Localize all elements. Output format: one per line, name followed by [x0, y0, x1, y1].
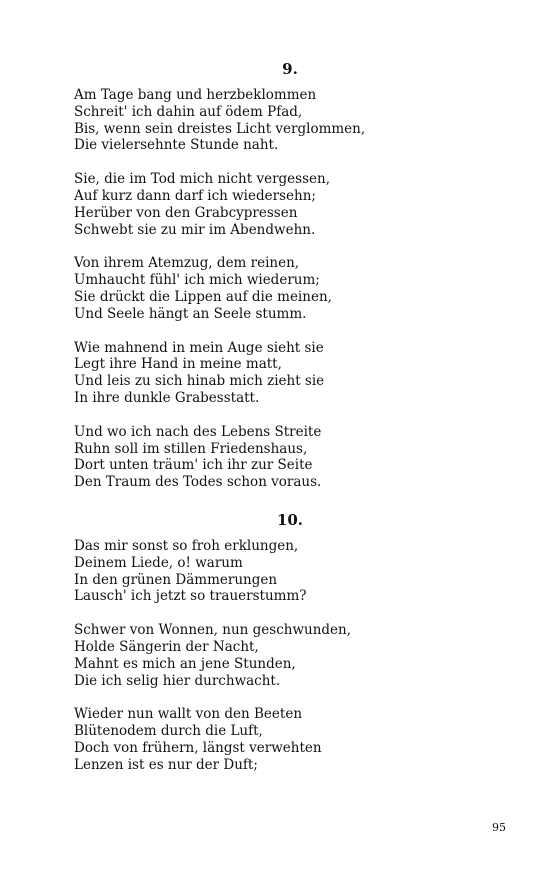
- verse-line: Sie, die im Tod mich nicht vergessen,: [74, 171, 330, 188]
- verse-line: Mahnt es mich an jene Stunden,: [74, 655, 296, 672]
- verse-line: Das mir sonst so froh erklungen,: [74, 538, 299, 554]
- verse-line: Sie drückt die Lippen auf die meinen,: [74, 288, 332, 305]
- verse-line: Blütenodem durch die Luft,: [74, 723, 263, 740]
- verse-line: Schreit' ich dahin auf ödem Pfad,: [74, 103, 303, 120]
- verse-line: Auf kurz dann darf ich wiedersehn;: [74, 187, 316, 204]
- stanza: [74, 706, 494, 773]
- verse-line: Wieder nun wallt von den Beeten: [74, 706, 303, 723]
- verse-line: Die vielersehnte Stunde naht.: [74, 137, 279, 154]
- verse-line: Doch von frühern, längst verwehten: [74, 739, 322, 756]
- poem-9: [74, 60, 494, 508]
- verse-line: Und wo ich nach des Lebens Streite: [74, 423, 322, 440]
- verse-line: Holde Sängerin der Nacht,: [74, 638, 259, 655]
- verse-line: Wie mahnend in mein Auge sieht sie: [74, 339, 324, 356]
- verse-line: Lausch' ich jetzt so trauerstumm?: [74, 588, 307, 605]
- verse-line: In ihre dunkle Grabesstatt.: [74, 389, 260, 406]
- page-number: 95: [492, 821, 506, 834]
- verse-line: Deinem Liede, o! warum: [74, 554, 243, 571]
- verse-line: Und Seele hängt an Seele stumm.: [74, 305, 307, 322]
- stanza: [74, 424, 494, 491]
- verse-line: In den grünen Dämmerungen: [74, 571, 278, 588]
- verse-line: Am Tage bang und herzbeklommen: [74, 87, 317, 103]
- stanza: [74, 171, 494, 238]
- stanza: [74, 622, 494, 689]
- stanza: [74, 538, 494, 605]
- verse-line: Ruhn soll im stillen Friedenshaus,: [74, 440, 308, 457]
- verse-line: Schwebt sie zu mir im Abendwehn.: [74, 221, 316, 238]
- poem-number: 10.: [276, 511, 304, 529]
- verse-line: Bis, wenn sein dreistes Licht verglommen,: [74, 120, 366, 137]
- poem-number: 9.: [282, 60, 298, 78]
- verse-line: Von ihrem Atemzug, dem reinen,: [74, 255, 300, 272]
- verse-line: Und leis zu sich hinab mich zieht sie: [74, 373, 325, 390]
- verse-line: Dort unten träum' ich ihr zur Seite: [74, 457, 313, 474]
- verse-line: Den Traum des Todes schon voraus.: [74, 474, 322, 491]
- verse-line: Umhaucht fühl' ich mich wiederum;: [74, 272, 320, 289]
- verse-line: Herüber von den Grabcypressen: [74, 204, 298, 221]
- verse-line: Lenzen ist es nur der Duft;: [74, 756, 258, 773]
- verse-line: Schwer von Wonnen, nun geschwunden,: [74, 622, 352, 639]
- stanza: [74, 87, 494, 154]
- poem-10: [74, 511, 494, 791]
- verse-line: Die ich selig hier durchwacht.: [74, 672, 281, 689]
- stanza: [74, 255, 494, 322]
- stanza: [74, 340, 494, 407]
- verse-line: Legt ihre Hand in meine matt,: [74, 356, 282, 373]
